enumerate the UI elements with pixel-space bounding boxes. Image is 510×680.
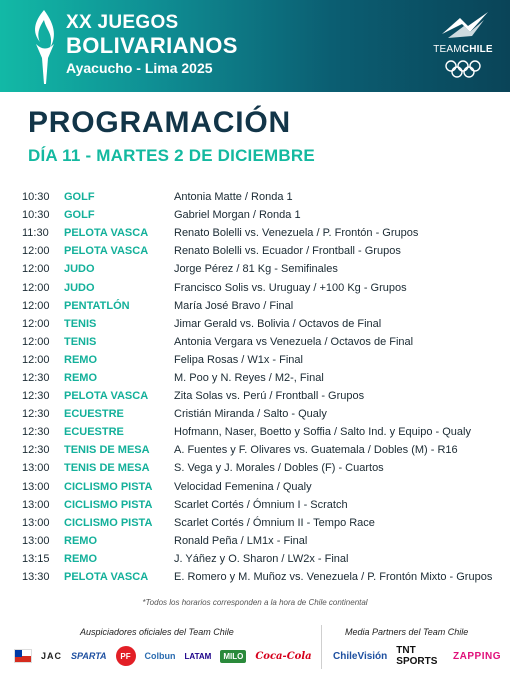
schedule-row	[22, 333, 502, 351]
schedule-row	[22, 369, 502, 387]
sponsor-logo-latam: LATAM	[184, 651, 212, 661]
event-detail: Jimar Gerald vs. Bolivia / Octavos de Final	[174, 317, 382, 330]
event-detail: Cristián Miranda / Salto - Qualy	[174, 408, 327, 421]
timezone-note: *Todos los horarios corresponden a la hora de Chile continental	[142, 598, 368, 607]
event-time: 13:00	[22, 462, 50, 475]
games-edition: XX JUEGOS	[66, 12, 179, 33]
event-sport: CICLISMO PISTA	[64, 480, 153, 493]
schedule-list	[22, 188, 502, 586]
event-sport: PELOTA VASCA	[64, 571, 149, 584]
olympic-rings-icon	[445, 60, 481, 78]
team-chile-logo-icon	[440, 10, 490, 40]
schedule-row	[22, 224, 502, 242]
event-detail: Renato Bolelli vs. Venezuela / P. Frontón - Grupos	[174, 227, 419, 240]
event-detail: Hofmann, Naser, Boetto y Soffia / Salto Ind. y Equipo - Qualy	[174, 426, 471, 439]
schedule-row	[22, 423, 502, 441]
event-time: 10:30	[22, 191, 50, 204]
schedule-row	[22, 260, 502, 278]
schedule-row	[22, 459, 502, 477]
event-sport: PENTATLÓN	[64, 299, 130, 312]
event-detail: Jorge Pérez / 81 Kg - Semifinales	[174, 263, 338, 276]
event-time: 12:30	[22, 444, 50, 457]
event-sport: REMO	[64, 534, 97, 547]
event-time: 12:30	[22, 390, 50, 403]
event-detail: A. Fuentes y F. Olivares vs. Guatemala / Dobles (M) - R16	[174, 444, 458, 457]
event-sport: PELOTA VASCA	[64, 227, 149, 240]
schedule-row	[22, 188, 502, 206]
event-sport: JUDO	[64, 263, 95, 276]
event-detail: Zita Solas vs. Perú / Frontball - Grupos	[174, 390, 365, 403]
event-time: 13:15	[22, 552, 50, 565]
media-logo-tnt-sports: TNT SPORTS	[396, 645, 438, 667]
schedule-row	[22, 387, 502, 405]
event-sport: JUDO	[64, 281, 95, 294]
event-detail: Scarlet Cortés / Ómnium II - Tempo Race	[174, 516, 375, 529]
event-sport: CICLISMO PISTA	[64, 516, 153, 529]
event-time: 12:30	[22, 408, 50, 421]
event-sport: GOLF	[64, 209, 95, 222]
page-title: PROGRAMACIÓN	[28, 106, 291, 139]
schedule-row	[22, 297, 502, 315]
schedule-row	[22, 514, 502, 532]
event-sport: TENIS	[64, 335, 97, 348]
event-detail: Ronald Peña / LM1x - Final	[174, 534, 308, 547]
event-sport: REMO	[64, 353, 97, 366]
event-detail: E. Romero y M. Muñoz vs. Venezuela / P. Frontón Mixto - Grupos	[174, 571, 493, 584]
games-location: Ayacucho - Lima 2025	[66, 60, 213, 76]
event-time: 12:00	[22, 317, 50, 330]
media-partners-label: Media Partners del Team Chile	[345, 627, 469, 637]
games-name: BOLIVARIANOS	[66, 33, 238, 58]
event-time: 13:00	[22, 480, 50, 493]
sponsor-logo-jac: JAC	[41, 651, 63, 661]
event-detail: Antonia Matte / Ronda 1	[174, 191, 293, 204]
event-sport: ECUESTRE	[64, 408, 124, 421]
event-detail: M. Poo y N. Reyes / M2-, Final	[174, 371, 324, 384]
event-detail: Renato Bolelli vs. Ecuador / Frontball - Grupos	[174, 245, 401, 258]
schedule-row	[22, 206, 502, 224]
media-logos	[333, 646, 510, 666]
schedule-row	[22, 568, 502, 586]
header-banner	[0, 0, 510, 92]
event-detail: Gabriel Morgan / Ronda 1	[174, 209, 301, 222]
event-time: 12:00	[22, 263, 50, 276]
event-detail: Scarlet Cortés / Ómnium I - Scratch	[174, 498, 348, 511]
event-time: 12:00	[22, 335, 50, 348]
event-detail: Antonia Vergara vs Venezuela / Octavos de Final	[174, 335, 414, 348]
event-detail: Velocidad Femenina / Qualy	[174, 480, 312, 493]
event-time: 13:00	[22, 516, 50, 529]
event-detail: María José Bravo / Final	[174, 299, 294, 312]
schedule-row	[22, 550, 502, 568]
schedule-row	[22, 242, 502, 260]
sponsor-logo-milo: MILO	[220, 650, 246, 663]
event-time: 13:00	[22, 534, 50, 547]
event-detail: J. Yáñez y O. Sharon / LW2x - Final	[174, 552, 349, 565]
schedule-row	[22, 496, 502, 514]
event-sport: PELOTA VASCA	[64, 390, 149, 403]
event-sport: TENIS	[64, 317, 97, 330]
schedule-row	[22, 532, 502, 550]
event-time: 11:30	[22, 227, 49, 240]
media-logo-zapping: ZAPPING	[453, 650, 501, 662]
event-sport: TENIS DE MESA	[64, 444, 150, 457]
team-chile-wordmark: TEAMCHILE	[433, 44, 493, 55]
sponsor-logo-colbun: Colbun	[144, 651, 176, 661]
schedule-row	[22, 278, 502, 296]
event-sport: REMO	[64, 371, 97, 384]
sponsors-label: Auspiciadores oficiales del Team Chile	[80, 627, 234, 637]
event-sport: REMO	[64, 552, 97, 565]
event-time: 12:00	[22, 245, 50, 258]
event-detail: Francisco Solis vs. Uruguay / +100 Kg - Grupos	[174, 281, 407, 294]
schedule-row	[22, 478, 502, 496]
sponsor-logo-sparta: SPARTA	[71, 651, 107, 661]
event-time: 12:30	[22, 426, 50, 439]
event-time: 12:00	[22, 281, 50, 294]
event-time: 13:30	[22, 571, 50, 584]
media-logo-chilevision: ChileVisión	[333, 650, 388, 662]
event-sport: GOLF	[64, 191, 95, 204]
event-sport: ECUESTRE	[64, 426, 124, 439]
event-sport: CICLISMO PISTA	[64, 498, 153, 511]
sponsor-logo-pf: PF	[116, 646, 136, 666]
event-time: 12:00	[22, 353, 50, 366]
day-subtitle: DÍA 11 - MARTES 2 DE DICIEMBRE	[28, 146, 315, 165]
event-time: 10:30	[22, 209, 50, 222]
event-time: 12:00	[22, 299, 50, 312]
schedule-row	[22, 351, 502, 369]
sponsor-divider	[321, 625, 322, 669]
event-time: 12:30	[22, 371, 50, 384]
event-sport: PELOTA VASCA	[64, 245, 149, 258]
sponsor-logo-coca-cola: Coca-Cola	[255, 650, 312, 662]
chile-government-logo	[14, 649, 32, 663]
schedule-row	[22, 315, 502, 333]
event-detail: Felipa Rosas / W1x - Final	[174, 353, 303, 366]
schedule-row	[22, 441, 502, 459]
sponsor-logos	[14, 646, 321, 666]
event-detail: S. Vega y J. Morales / Dobles (F) - Cuartos	[174, 462, 384, 475]
event-sport: TENIS DE MESA	[64, 462, 150, 475]
schedule-row	[22, 405, 502, 423]
event-time: 13:00	[22, 498, 50, 511]
torch-flame-icon	[26, 8, 60, 86]
